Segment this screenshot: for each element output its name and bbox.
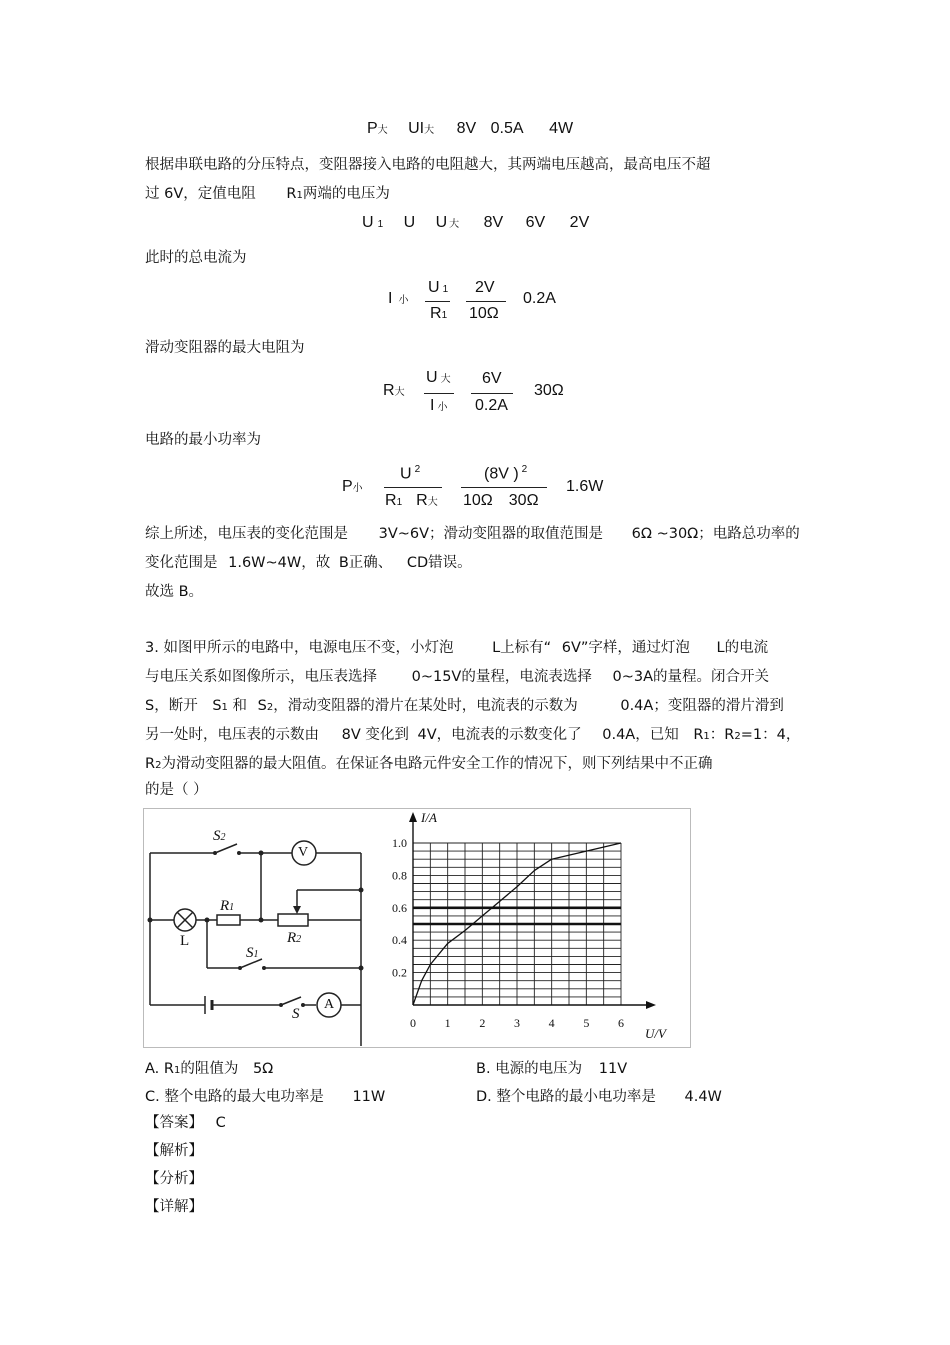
- q3-line5: R2为滑动变阻器的最大阻值。在保证各电路元件安全工作的情况下，则下列结果中不正确: [145, 756, 713, 772]
- y-tick-label: 0.4: [392, 933, 407, 948]
- x-tick-label: 2: [479, 1016, 486, 1030]
- summary-line2: 变化范围是 1.6W~4W，故 B正确、 CD错误。: [145, 555, 472, 571]
- x-tick-label: 6: [618, 1016, 624, 1030]
- para1-line2: 过 6V，定值电阻 R1两端的电压为: [145, 186, 390, 202]
- analysis-label: 【解析】: [145, 1143, 203, 1159]
- label-s2: S2: [213, 828, 226, 844]
- label-l: L: [180, 933, 190, 949]
- s2-switch-blade: [215, 844, 237, 853]
- x-tick-label: 3: [514, 1016, 520, 1030]
- y-tick-label: 0.2: [392, 965, 407, 980]
- y-axis-arrow: [409, 812, 417, 822]
- x-tick-label: 1: [444, 1016, 451, 1030]
- circuit-diagram: [143, 808, 383, 1046]
- x-axis-title: U/V: [645, 1026, 666, 1041]
- detail-label: 【详解】: [145, 1199, 203, 1215]
- q3-line2: 与电压关系如图像所示，电压表选择 0~15V的量程，电流表选择 0~3A的量程。闭合开关: [145, 669, 769, 685]
- r1-resistor: [217, 915, 240, 925]
- x-axis-arrow: [646, 1001, 656, 1009]
- x-tick-label: 5: [583, 1016, 590, 1030]
- label-s1: S1: [246, 945, 259, 961]
- text-total-current: 此时的总电流为: [145, 250, 247, 266]
- y-tick-label: 0.8: [392, 868, 407, 883]
- option-a[interactable]: A. R1的阻值为 5Ω: [145, 1061, 274, 1077]
- option-d[interactable]: D. 整个电路的最小电功率是 4.4W: [476, 1089, 722, 1105]
- text-max-res: 滑动变阻器的最大电阻为: [145, 340, 305, 356]
- chart-axes: [409, 812, 656, 1009]
- y-tick-label: 1.0: [392, 836, 407, 850]
- r2-rheostat: [278, 914, 308, 926]
- text-min-power: 电路的最小功率为: [145, 432, 261, 448]
- x-tick-label: 4: [548, 1016, 555, 1030]
- y-tick-label: 0.6: [392, 900, 407, 915]
- option-b[interactable]: B. 电源的电压为 11V: [476, 1061, 628, 1077]
- x-tick-label: 0: [410, 1016, 416, 1030]
- summary-line1: 综上所述，电压表的变化范围是 3V~6V；滑动变阻器的取值范围是 6Ω ~30Ω；电路总功率的: [145, 526, 800, 542]
- q3-line6: 的是（ ）: [145, 782, 208, 798]
- q3-line1: 3. 如图甲所示的电路中，电源电压不变，小灯泡 L上标有“ 6V”字样，通过灯泡 L的电流: [145, 640, 769, 656]
- iu-chart: [383, 808, 683, 1046]
- chart-labels: [392, 810, 668, 1041]
- label-a: A: [324, 997, 335, 1012]
- label-r1: R1: [220, 898, 235, 914]
- answer-line: 【答案】 C: [145, 1115, 226, 1131]
- para1-line1: 根据串联电路的分压特点，变阻器接入电路的电阻越大，其两端电压越高，最高电压不超: [145, 157, 711, 173]
- option-c[interactable]: C. 整个电路的最大电功率是 11W: [145, 1089, 386, 1105]
- s-switch-blade: [281, 997, 301, 1005]
- q3-line3: S，断开 S1 和 S2，滑动变阻器的滑片在某处时，电流表的示数为 0.4A；变阻器的滑片滑到: [145, 698, 784, 714]
- label-v: V: [298, 845, 309, 860]
- summary-line3: 故选 B。: [145, 584, 204, 600]
- q3-line4: 另一处时，电压表的示数由 8V 变化到 4V，电流表的示数变化了 0.4A，已知 R1：R2=1：4，: [145, 727, 801, 743]
- chart-grid: [413, 843, 621, 1005]
- fenxi-label: 【分析】: [145, 1171, 203, 1187]
- label-s: S: [292, 1006, 300, 1022]
- formula-p-max: P大 UI大 8V 0.5A 4W: [367, 120, 574, 137]
- y-axis-title: I/A: [421, 810, 437, 825]
- label-r2: R2: [287, 930, 302, 946]
- formula-u1: U 1 U U 大 8V 6V 2V: [362, 214, 590, 231]
